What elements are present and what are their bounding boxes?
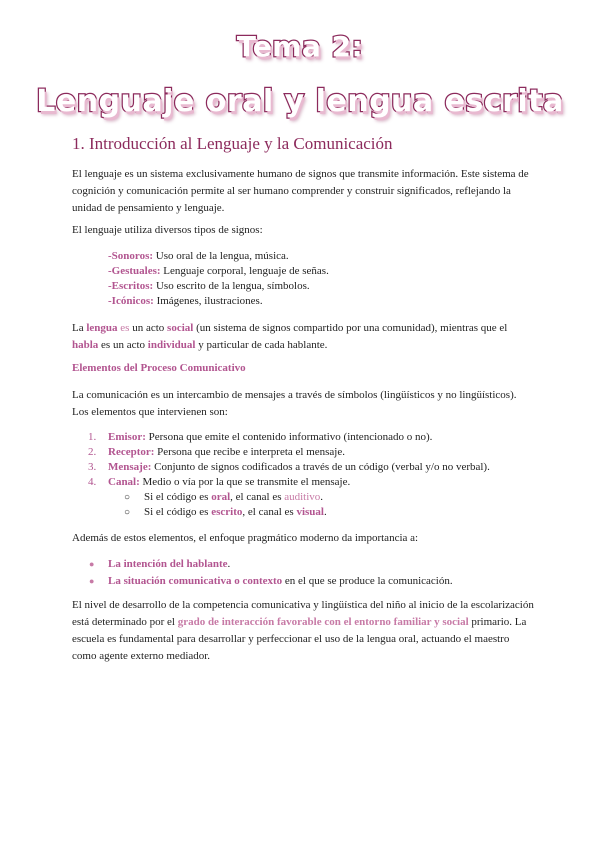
signs-intro: El lenguaje utiliza diversos tipos de signos:: [72, 224, 263, 236]
circle-bullet-icon: ○: [124, 507, 131, 518]
sub-list-item: ○ Si el código es oral, el canal es auditivo.: [124, 491, 324, 503]
intro-paragraph: El lenguaje es un sistema exclusivamente humano de signos que transmite información. Este sistema de cognición y comunicación permite al ser humano comprender y construir significados, reflejando la unidad de pensamiento y lenguaje.: [72, 168, 529, 214]
bullet-icon: ●: [89, 559, 95, 569]
pragmatic-list: [88, 556, 453, 590]
document-title-line1: Tema 2:: [236, 30, 364, 63]
pragmatic-intro: Además de estos elementos, el enfoque pragmático moderno da importancia a:: [72, 532, 419, 544]
list-item: ● La situación comunicativa o contexto en el que se produce la comunicación.: [88, 573, 453, 590]
final-paragraph: El nivel de desarrollo de la competencia comunicativa y lingüística del niño al inicio de la escolarización está determinado por el grado de interacción favorable con el entorno familiar y social primario. La escuela es fundamental para desarrollar y perfeccionar el uso de la lengua oral, actuando el maestro como agente externo mediador.: [72, 599, 534, 662]
signs-list: [108, 249, 329, 309]
list-item: -Sonoros: Uso oral de la lengua, música.: [108, 250, 289, 262]
list-item: -Gestuales: Lenguaje corporal, lenguaje de señas.: [108, 265, 329, 277]
elements-list: [88, 430, 490, 520]
circle-bullet-icon: ○: [124, 492, 131, 503]
list-item: -Escritos: Uso escrito de la lengua, símbolos.: [108, 280, 310, 292]
document-title-line2: Lenguaje oral y lengua escrita: [36, 84, 564, 119]
list-item: 4. Canal: Medio o vía por la que se transmite el mensaje.: [88, 476, 351, 488]
list-item: 2. Receptor: Persona que recibe e interpreta el mensaje.: [88, 446, 345, 458]
section-heading: 1. Introducción al Lenguaje y la Comunicación: [72, 134, 393, 153]
list-item: 1. Emisor: Persona que emite el contenido informativo (intencionado o no).: [88, 431, 433, 443]
elements-intro: La comunicación es un intercambio de mensajes a través de símbolos (lingüísticos y no lingüísticos). Los elementos que intervienen son:: [72, 389, 517, 418]
lengua-paragraph: La lengua es un acto social (un sistema de signos compartido por una comunidad), mientras que el habla es un acto individual y particular de cada hablante.: [72, 322, 508, 351]
elements-heading: Elementos del Proceso Comunicativo: [72, 362, 246, 374]
list-item: 3. Mensaje: Conjunto de signos codificados a través de un código (verbal y/o no verbal).: [88, 461, 490, 473]
list-item: ● La intención del hablante.: [88, 556, 453, 573]
list-item: -Icónicos: Imágenes, ilustraciones.: [108, 295, 263, 307]
bullet-icon: ●: [89, 576, 95, 586]
sub-list-item: ○ Si el código es escrito, el canal es visual.: [124, 506, 327, 518]
